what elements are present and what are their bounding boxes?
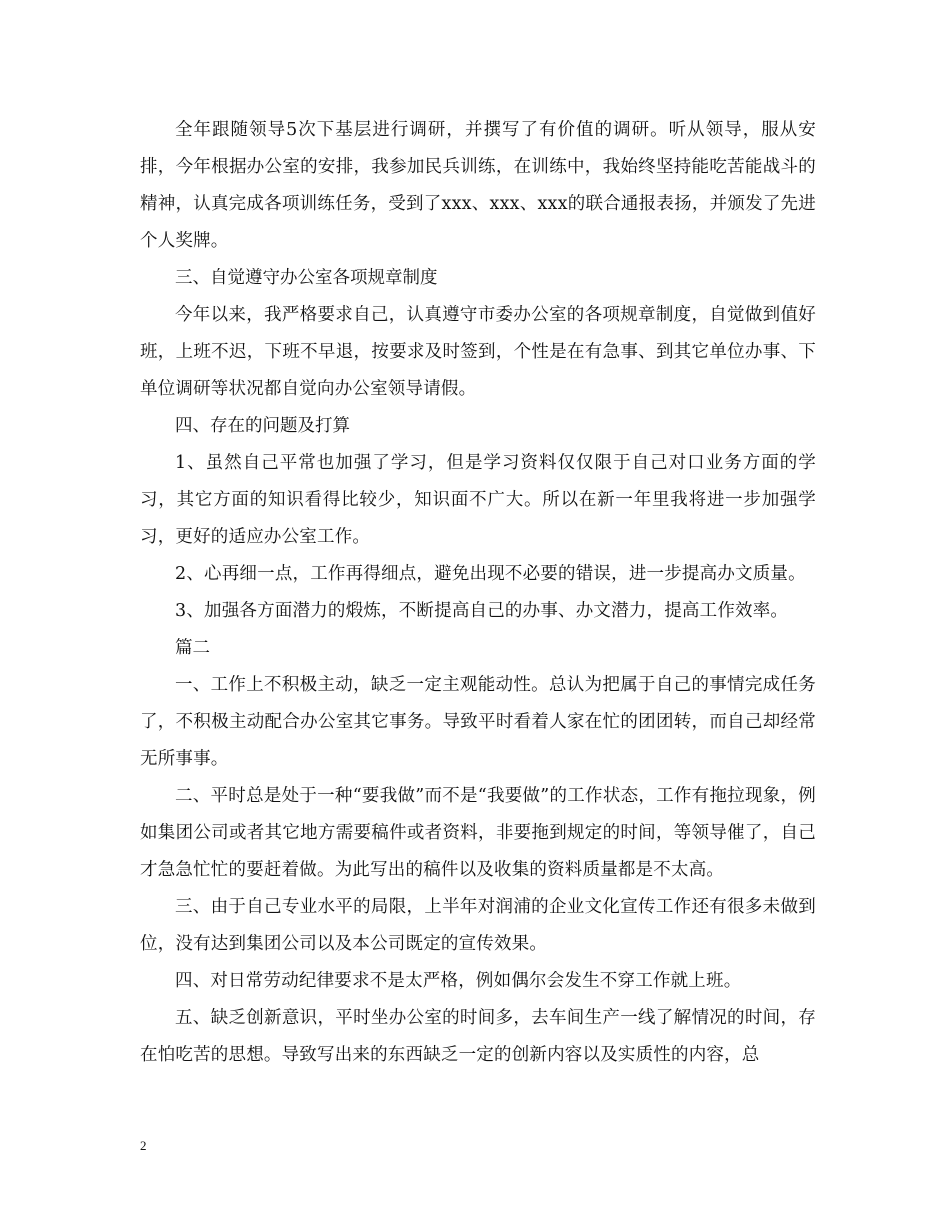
page-number: 2 [140,1138,147,1153]
paragraph-part-two-5: 五、缺乏创新意识，平时坐办公室的时间多，去车间生产一线了解情况的时间，存在怕吃苦的思想。导致写出来的东西缺乏一定的创新内容以及实质性的内容，总 [140,1008,816,1065]
document-body [140,112,816,1074]
paragraph-part-two-4: 四、对日常劳动纪律要求不是太严格，例如偶尔会发生不穿工作就上班。 [175,971,742,991]
paragraph-part-two-1: 一、工作上不积极主动，缺乏一定主观能动性。总认为把属于自己的事情完成任务了，不积极主动配合办公室其它事务。导致平时看着人家在忙的团团转，而自己却经常无所事事。 [140,675,816,769]
paragraph-rules: 今年以来，我严格要求自己，认真遵守市委办公室的各项规章制度，自觉做到值好班，上班不迟，下班不早退，按要求及时签到，个性是在有急事、到其它单位办事、下单位调研等状况都自觉向办公室领导请假。 [140,305,816,399]
paragraph-part-two-3: 三、由于自己专业水平的局限，上半年对润浦的企业文化宣传工作还有很多未做到位，没有达到集团公司以及本公司既定的宣传效果。 [140,897,816,954]
paragraph-problem-1: 1、虽然自己平常也加强了学习，但是学习资料仅仅限于自己对口业务方面的学习，其它方面的知识看得比较少，知识面不广大。所以在新一年里我将进一步加强学习，更好的适应办公室工作。 [140,453,816,547]
paragraph-problem-2: 2、心再细一点，工作再得细点，避免出现不必要的错误，进一步提高办文质量。 [175,564,806,584]
section-heading-rules: 三、自觉遵守办公室各项规章制度 [175,268,438,288]
paragraph-part-two-2: 二、平时总是处于一种“要我做”而不是“我要做”的工作状态，工作有拖拉现象，例如集团公司或者其它地方需要稿件或者资料，非要拖到规定的时间，等领导催了，自己才急急忙忙的要赶着做。为此写出的稿件以及收集的资料质量都是不太高。 [140,786,816,880]
paragraph-research: 全年跟随领导5次下基层进行调研，并撰写了有价值的调研。听从领导，服从安排，今年根据办公室的安排，我参加民兵训练，在训练中，我始终坚持能吃苦能战斗的精神，认真完成各项训练任务，受到了xxx、xxx、xxx的联合通报表扬，并颁发了先进个人奖牌。 [140,120,816,251]
section-heading-problems: 四、存在的问题及打算 [175,416,350,436]
paragraph-problem-3: 3、加强各方面潜力的煅炼，不断提高自己的办事、办文潜力，提高工作效率。 [175,601,789,621]
section-heading-part-two: 篇二 [175,638,210,658]
